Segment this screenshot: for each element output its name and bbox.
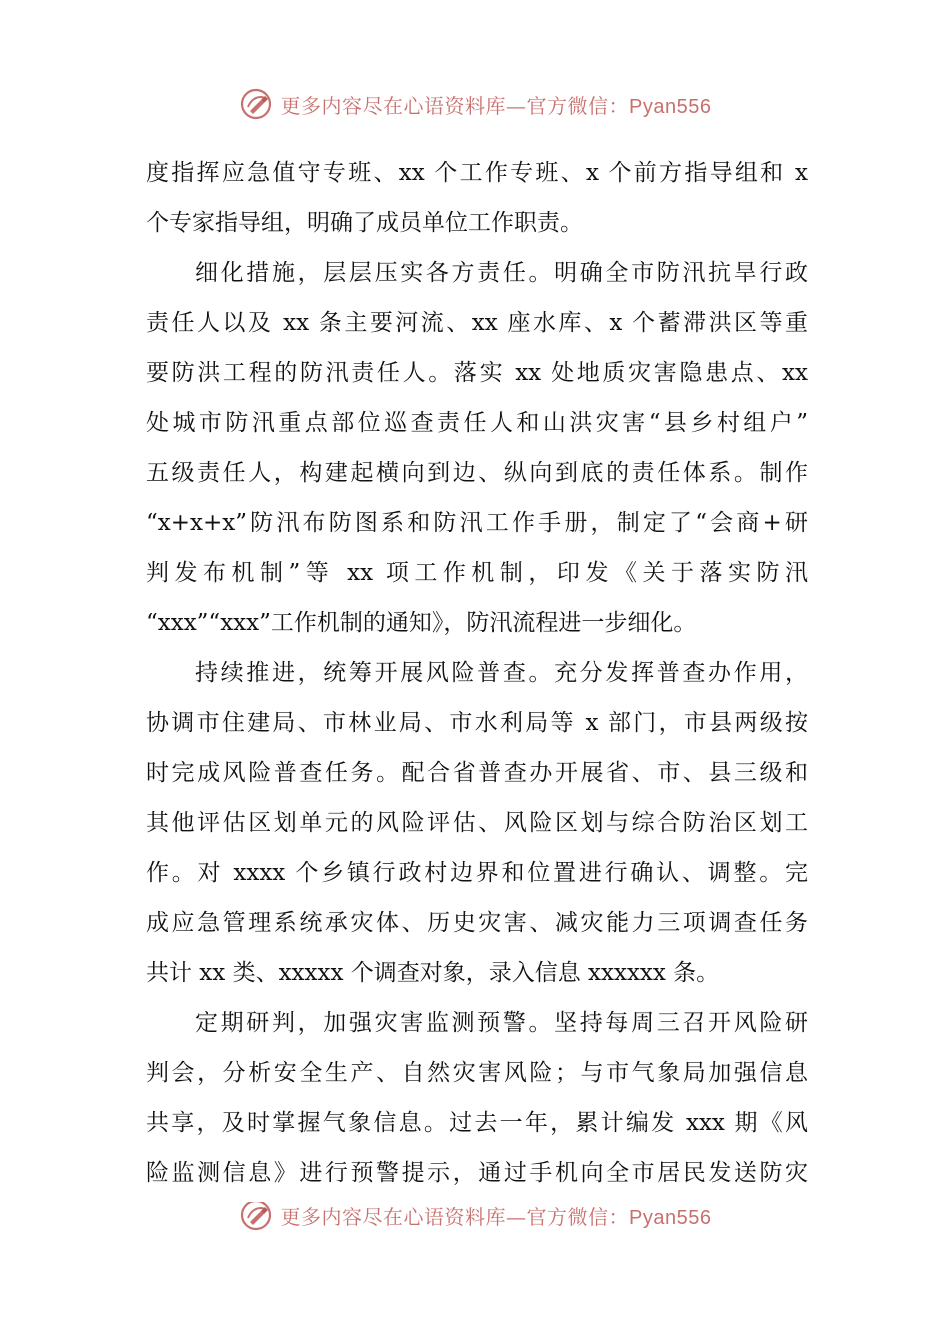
text-line: 要防洪工程的防汛责任人。落实 xx 处地质灾害隐患点、xx — [146, 360, 808, 386]
text-line: 共计 xx 类、xxxxx 个调查对象，录入信息 xxxxxx 条。 — [146, 960, 720, 986]
text-line: 成应急管理系统承灾体、历史灾害、减灾能力三项调查任务 — [146, 910, 808, 936]
body-text — [146, 148, 808, 1198]
text-line: 作。对 xxxx 个乡镇行政村边界和位置进行确认、调整。完 — [146, 860, 808, 886]
text-line: 险监测信息》进行预警提示，通过手机向全市居民发送防灾 — [146, 1160, 808, 1186]
paragraph-start-line: 细化措施，层层压实各方责任。明确全市防汛抗旱行政 — [195, 260, 808, 286]
header-banner-wechat-id: Pyan556 — [629, 95, 712, 118]
paragraph-start-line: 持续推进，统筹开展风险普查。充分发挥普查办作用， — [195, 660, 808, 686]
text-line: 处城市防汛重点部位巡查责任人和山洪灾害“县乡村组户” — [146, 410, 808, 436]
brand-logo-icon — [239, 1202, 273, 1232]
paragraph-start-line: 定期研判，加强灾害监测预警。坚持每周三召开风险研 — [195, 1010, 808, 1036]
text-line: 责任人以及 xx 条主要河流、xx 座水库、x 个蓄滞洪区等重 — [146, 310, 808, 336]
text-line: 时完成风险普查任务。配合省普查办开展省、市、县三级和 — [146, 760, 808, 786]
footer-banner-text — [281, 1202, 712, 1230]
text-line: 协调市住建局、市林业局、市水利局等 x 部门，市县两级按 — [146, 710, 808, 736]
text-line: “xxx”“xxx”工作机制的通知》，防汛流程进一步细化。 — [146, 610, 697, 636]
text-line: 五级责任人，构建起横向到边、纵向到底的责任体系。制作 — [146, 460, 808, 486]
footer-banner-wechat-id: Pyan556 — [629, 1206, 712, 1229]
header-banner-text-cn: 更多内容尽在心语资料库—官方微信： — [280, 93, 630, 118]
text-line: 度指挥应急值守专班、xx 个工作专班、x 个前方指导组和 x — [146, 160, 808, 186]
header-banner — [0, 84, 950, 124]
header-banner-text — [281, 90, 712, 119]
text-line: 判会，分析安全生产、自然灾害风险；与市气象局加强信息 — [146, 1060, 808, 1086]
text-line: 个专家指导组，明确了成员单位工作职责。 — [146, 210, 583, 236]
footer-banner — [0, 1202, 950, 1236]
text-line: 判发布机制”等 xx 项工作机制，印发《关于落实防汛 — [146, 560, 808, 586]
text-line: “x+x+x”防汛布防图系和防汛工作手册，制定了“会商+研 — [146, 510, 808, 536]
text-line: 其他评估区划单元的风险评估、风险区划与综合防治区划工 — [146, 810, 808, 836]
footer-banner-text-cn: 更多内容尽在心语资料库—官方微信： — [280, 1204, 630, 1229]
brand-logo-icon — [239, 87, 273, 121]
text-line: 共享，及时掌握气象信息。过去一年，累计编发 xxx 期《风 — [146, 1110, 808, 1136]
